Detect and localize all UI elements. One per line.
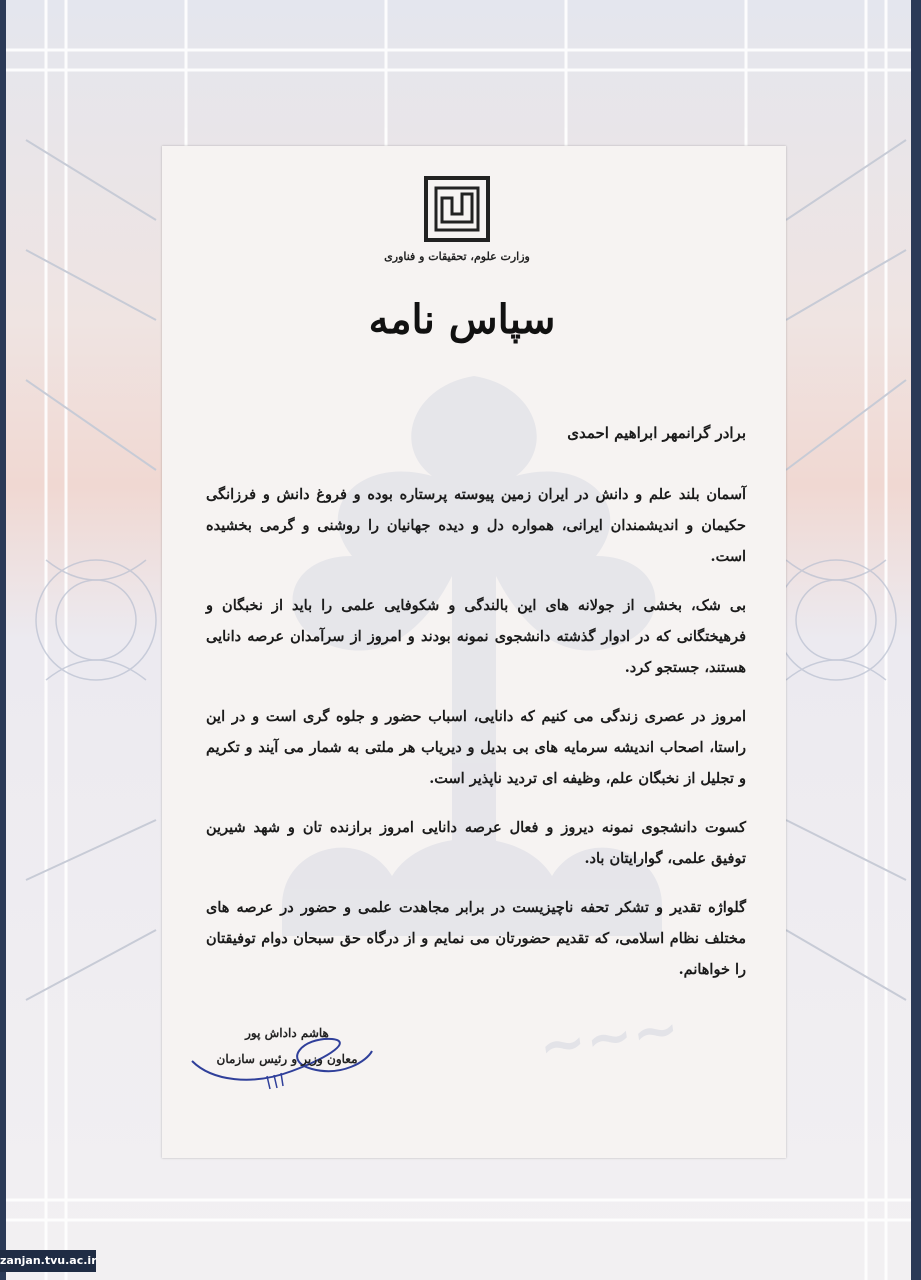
signatory-title: معاون وزیر و رئیس سازمان: [216, 1052, 358, 1066]
certificate-body: [206, 418, 746, 1003]
certificate-title: سپاس نامه: [368, 296, 556, 343]
paragraph-2: بی شک، بخشی از جولانه های این بالندگی و شکوفایی علمی را باید از نخبگان و فرهیختگانی که در ادوار گذشته دانشجوی نمونه بودند و امروز از سرآمدان عرصه دانایی هستند، جستجو کرد.: [206, 597, 746, 676]
signatory-name: هاشم داداش پور: [245, 1026, 329, 1040]
certificate-frame: [6, 0, 911, 1280]
paragraph-3: امروز در عصری زندگی می کنیم که دانایی، اسباب حضور و جلوه گری است و در این راستا، اصحاب اندیشه سرمایه های بی بدیل و دیریاب هر ملتی به شمار می آیند و تکریم و تجلیل از نخبگان علم، وظیفه ای تردید ناپذیر است.: [206, 708, 746, 787]
site-watermark-badge: zanjan.tvu.ac.ir: [0, 1250, 96, 1272]
svg-text:~~~: ~~~: [534, 995, 684, 1080]
ministry-logo: [422, 174, 492, 244]
certificate-page: [162, 146, 786, 1158]
paragraph-4: کسوت دانشجوی نمونه دیروز و فعال عرصه دانایی امروز برازنده تان و شهد شیرین توفیق علمی، گوارایتان باد.: [206, 819, 746, 867]
ministry-name: وزارت علوم، تحقیقات و فناوری: [384, 250, 530, 263]
paragraph-1: آسمان بلند علم و دانش در ایران زمین پیوسته پرستاره بوده و فروغ دانش و فرزانگی حکیمان و اندیشمندان ایرانی، همواره دل و دیده جهانیان را روشنی و گرمی بخشیده است.: [206, 486, 746, 565]
salutation: برادر گرانمهر ابراهیم احمدی: [567, 424, 746, 442]
paragraph-5: گلواژه تقدیر و تشکر تحفه ناچیزیست در برابر مجاهدت علمی و حضور در عرصه های مختلف نظام اسلامی، که تقدیم حضورتان می نمایم و از درگاه حق سبحان دوام توفیقتان را خواهانم.: [206, 899, 746, 978]
